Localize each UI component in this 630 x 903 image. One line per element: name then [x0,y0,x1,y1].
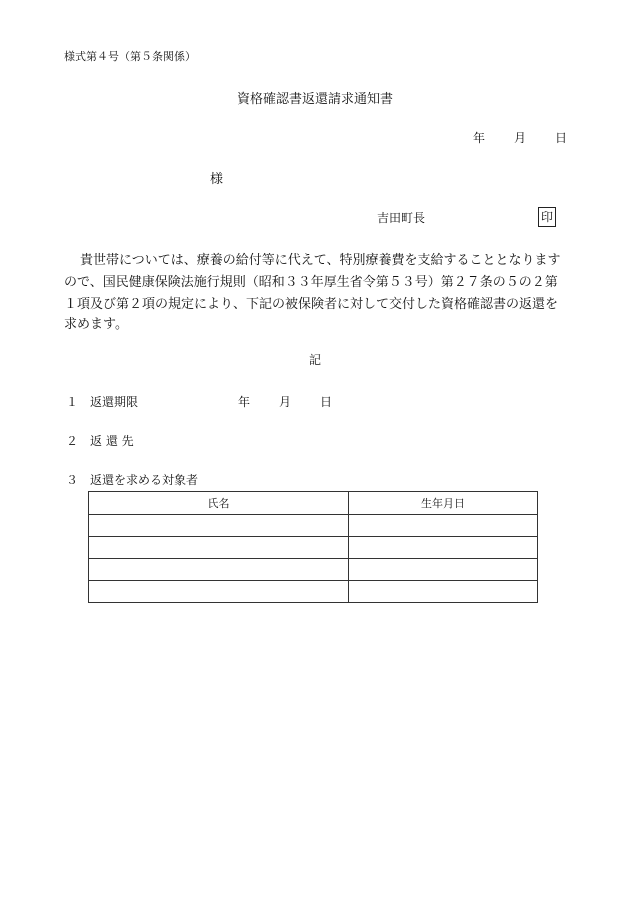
column-header-name: 氏名 [89,492,349,515]
deadline-day: 日 [320,395,333,409]
name-cell [89,515,349,537]
item-label: 返還期限 [90,395,139,409]
birthdate-cell [349,515,538,537]
birthdate-cell [349,581,538,603]
date-year: 年 [473,131,486,145]
item-number: ３ [66,473,79,487]
seal-stamp-box: 印 [538,207,556,227]
target-persons-table [88,491,538,603]
table-row [89,537,538,559]
item-label: 返還を求める対象者 [90,473,199,487]
table-row [89,559,538,581]
name-cell [89,559,349,581]
document-title: 資格確認書返還請求通知書 [236,92,393,107]
addressee-suffix: 様 [210,172,224,187]
item-label: 返 還 先 [90,434,134,448]
item-number: １ [66,395,79,409]
date-month: 月 [514,131,527,145]
name-cell [89,537,349,559]
body-line: 求めます。 [64,317,128,332]
deadline-year: 年 [238,395,251,409]
body-line: 貴世帯については、療養の給付等に代えて、特別療養費を支給することとなります [80,253,561,268]
body-line: １項及び第２項の規定により、下記の被保険者に対して交付した資格確認書の返還を [64,297,559,312]
name-cell [89,581,349,603]
birthdate-cell [349,537,538,559]
table-header-row [89,492,538,515]
body-line: ので、国民健康保険法施行規則（昭和３３年厚生省令第５３号）第２７条の５の２第 [64,275,558,290]
sender-name: 吉田町長 [377,211,426,225]
date-day: 日 [555,131,568,145]
table-row [89,581,538,603]
deadline-month: 月 [279,395,292,409]
table-row [89,515,538,537]
form-number-label: 様式第４号（第５条関係） [64,50,196,63]
birthdate-cell [349,559,538,581]
column-header-birthdate: 生年月日 [349,492,538,515]
item-number: ２ [66,434,79,448]
ki-heading: 記 [308,353,321,367]
